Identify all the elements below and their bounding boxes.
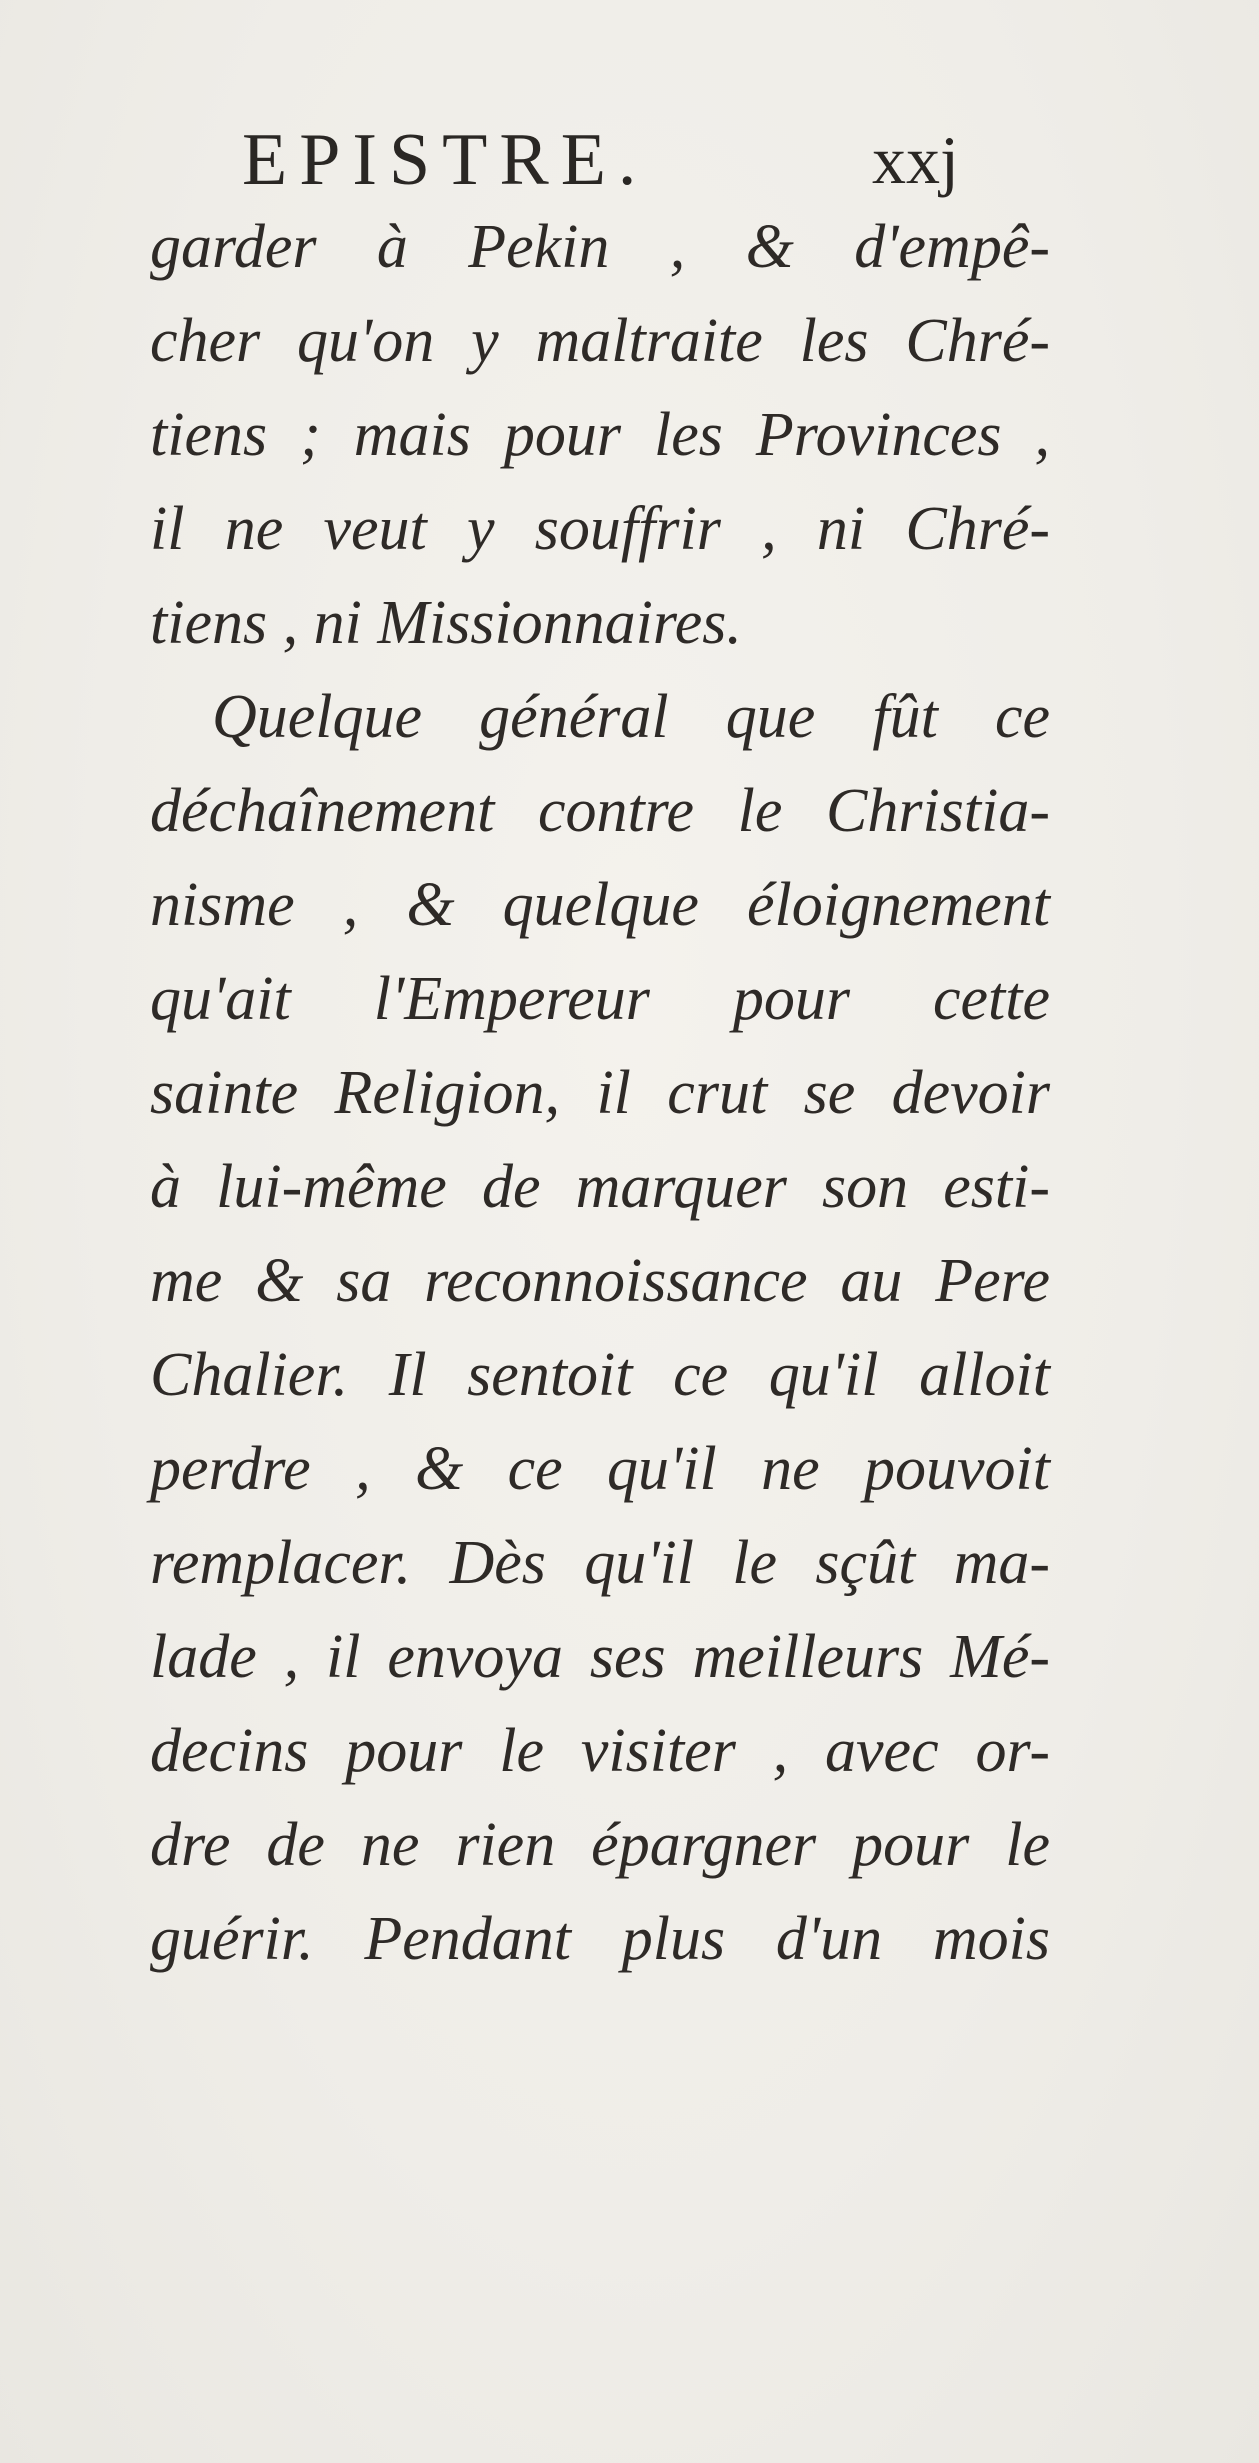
text-line: remplacer. Dès qu'il le sçût ma-	[150, 1529, 1050, 1597]
text-line: déchaînement contre le Christia-	[150, 777, 1050, 845]
text-line: nisme , & quelque éloignement	[150, 871, 1050, 939]
text-line: Chalier. Il sentoit ce qu'il alloit	[150, 1341, 1050, 1409]
body-text	[150, 200, 1050, 1986]
text-line: decins pour le visiter , avec or-	[150, 1717, 1050, 1785]
text-line: tiens ; mais pour les Provinces ,	[150, 401, 1050, 469]
running-title: EPISTRE.	[242, 119, 649, 201]
text-line: perdre , & ce qu'il ne pouvoit	[150, 1435, 1050, 1503]
text-line: à lui-même de marquer son esti-	[150, 1153, 1050, 1221]
text-line: guérir. Pendant plus d'un mois	[150, 1905, 1050, 1973]
page-number: xxj	[872, 122, 959, 198]
text-line: cher qu'on y maltraite les Chré-	[150, 307, 1050, 375]
text-line: garder à Pekin , & d'empê-	[150, 213, 1050, 281]
text-line: lade , il envoya ses meilleurs Mé-	[150, 1623, 1050, 1691]
text-line: tiens , ni Missionnaires.	[150, 589, 742, 657]
text-line: Quelque général que fût ce	[212, 683, 1050, 751]
page-header	[0, 110, 1259, 210]
text-line: sainte Religion, il crut se devoir	[150, 1059, 1050, 1127]
text-line: qu'ait l'Empereur pour cette	[150, 965, 1050, 1033]
text-line: dre de ne rien épargner pour le	[150, 1811, 1050, 1879]
text-line: il ne veut y souffrir , ni Chré-	[150, 495, 1050, 563]
text-line: me & sa reconnoissance au Pere	[150, 1247, 1050, 1315]
